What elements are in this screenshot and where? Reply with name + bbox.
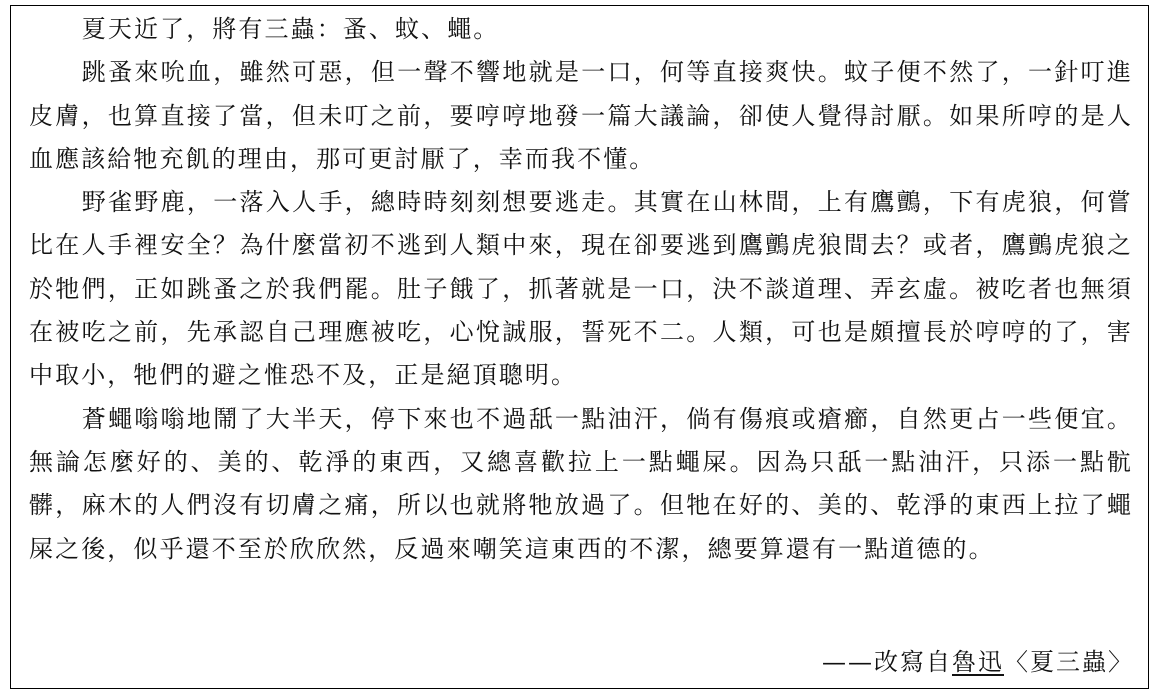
paragraph-4: 蒼蠅嗡嗡地鬧了大半天，停下來也不過舐一點油汗，倘有傷痕或瘡癤，自然更占一些便宜。無論怎麼好的、美的、乾淨的東西，又總喜歡拉上一點蠅屎。因為只舐一點油汗，只添一點骯髒，麻木的人們沒有切膚之痛，所以也就將牠放過了。但牠在好的、美的、乾淨的東西上拉了蠅屎之後，似乎還不至於欣欣然，反過來嘲笑這東西的不潔，總要算還有一點道德的。 [29,404,1133,563]
source-prefix: ——改寫自 [822,648,952,676]
source-title: 〈夏三蟲〉 [1004,648,1134,676]
source-author: 魯迅 [952,648,1004,676]
paragraph-3: 野雀野鹿，一落入人手，總時時刻刻想要逃走。其實在山林間，上有鷹鸇，下有虎狼，何嘗比在人手裡安全？為什麼當初不逃到人類中來，現在卻要逃到鷹鸇虎狼間去？或者，鷹鸇虎狼之於牠們，正如跳蚤之於我們罷。肚子餓了，抓著就是一口，決不談道理、弄玄虛。被吃者也無須在被吃之前，先承認自己理應被吃，心悅誠服，誓死不二。人類，可也是頗擅長於哼哼的了，害中取小，牠們的避之惟恐不及，正是絕頂聰明。 [29,188,1133,390]
source-attribution [822,641,1134,684]
paragraph-1: 夏天近了，將有三蟲：蚤、蚊、蠅。 [81,15,500,43]
passage-body [29,8,1133,571]
paragraph-2: 跳蚤來吮血，雖然可惡，但一聲不響地就是一口，何等直接爽快。蚊子便不然了，一針叮進皮膚，也算直接了當，但未叮之前，要哼哼地發一篇大議論，卻使人覺得討厭。如果所哼的是人血應該給牠充飢的理由，那可更討厭了，幸而我不懂。 [29,58,1133,173]
passage-frame [10,5,1149,689]
